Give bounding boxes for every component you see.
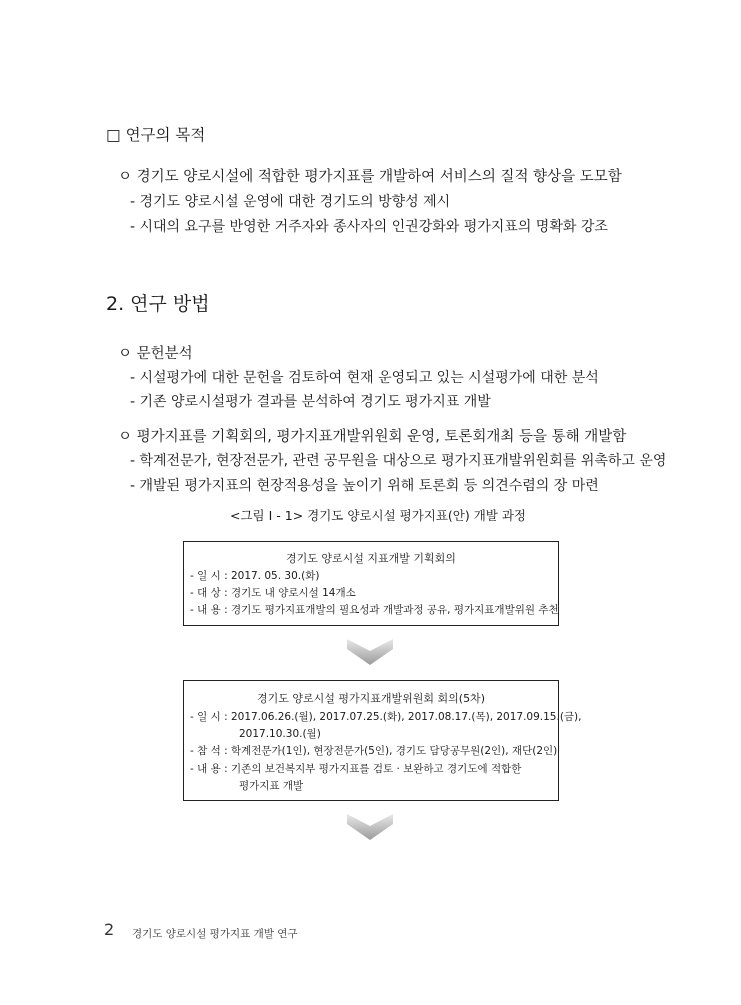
section-heading-method: 2. 연구 방법: [106, 293, 210, 315]
bullet-method-1: ㅇ 문헌분석: [118, 346, 193, 362]
committee-meeting-content-cont: 평가지표 개발: [239, 780, 304, 792]
footer-title: 경기도 양로시설 평가지표 개발 연구: [132, 928, 298, 940]
planning-meeting-content: - 내 용 : 경기도 평가지표개발의 필요성과 개발과정 공유, 평가지표개발위원 추천: [190, 604, 559, 616]
sub-bullet-method-2-1: - 학계전문가, 현장전문가, 관련 공무원을 대상으로 평가지표개발위원회를 위촉하고 운영: [130, 453, 667, 469]
sub-bullet-purpose-1-1: - 경기도 양로시설 운영에 대한 경기도의 방향성 제시: [130, 194, 451, 210]
planning-meeting-title: 경기도 양로시설 지표개발 기획회의: [286, 552, 456, 565]
sub-bullet-purpose-1-2: - 시대의 요구를 반영한 거주자와 종사자의 인권강화와 평가지표의 명확화 강조: [130, 219, 608, 235]
committee-meeting-date: - 일 시 : 2017.06.26.(월), 2017.07.25.(화), 2017.08.17.(목), 2017.09.15.(금),: [190, 711, 582, 723]
sub-bullet-method-2-2: - 개발된 평가지표의 현장적용성을 높이기 위해 토론회 등 의견수렴의 장 마련: [130, 478, 599, 494]
sub-bullet-method-1-2: - 기존 양로시설평가 결과를 분석하여 경기도 평가지표 개발: [130, 394, 491, 410]
committee-meeting-box: [183, 680, 582, 801]
committee-meeting-content: - 내 용 : 기존의 보건복지부 평가지표를 검토 · 보완하고 경기도에 적합한: [190, 763, 522, 775]
planning-meeting-box: [183, 541, 559, 626]
committee-meeting-title: 경기도 양로시설 평가지표개발위원회 회의(5차): [257, 692, 485, 705]
section-heading-purpose: □ 연구의 목적: [106, 126, 206, 144]
chevron-down-icon: [347, 814, 393, 840]
committee-meeting-date-cont: 2017.10.30.(월): [239, 728, 321, 740]
planning-meeting-target: - 대 상 : 경기도 내 양로시설 14개소: [190, 587, 356, 599]
sub-bullet-method-1-1: - 시설평가에 대한 문헌을 검토하여 현재 운영되고 있는 시설평가에 대한 분석: [130, 370, 599, 386]
committee-meeting-attendees: - 참 석 : 학계전문가(1인), 현장전문가(5인), 경기도 담당공무원(2인), 재단(2인): [190, 745, 558, 757]
chevron-down-icon: [347, 639, 393, 665]
figure-caption: <그림 Ⅰ - 1> 경기도 양로시설 평가지표(안) 개발 과정: [230, 508, 526, 523]
page-number: 2: [104, 920, 115, 939]
bullet-method-2: ㅇ 평가지표를 기획회의, 평가지표개발위원회 운영, 토론회개최 등을 통해 개발함: [118, 429, 627, 445]
bullet-purpose-1: ㅇ 경기도 양로시설에 적합한 평가지표를 개발하여 서비스의 질적 향상을 도모함: [118, 169, 622, 185]
planning-meeting-date: - 일 시 : 2017. 05. 30.(화): [190, 570, 320, 582]
